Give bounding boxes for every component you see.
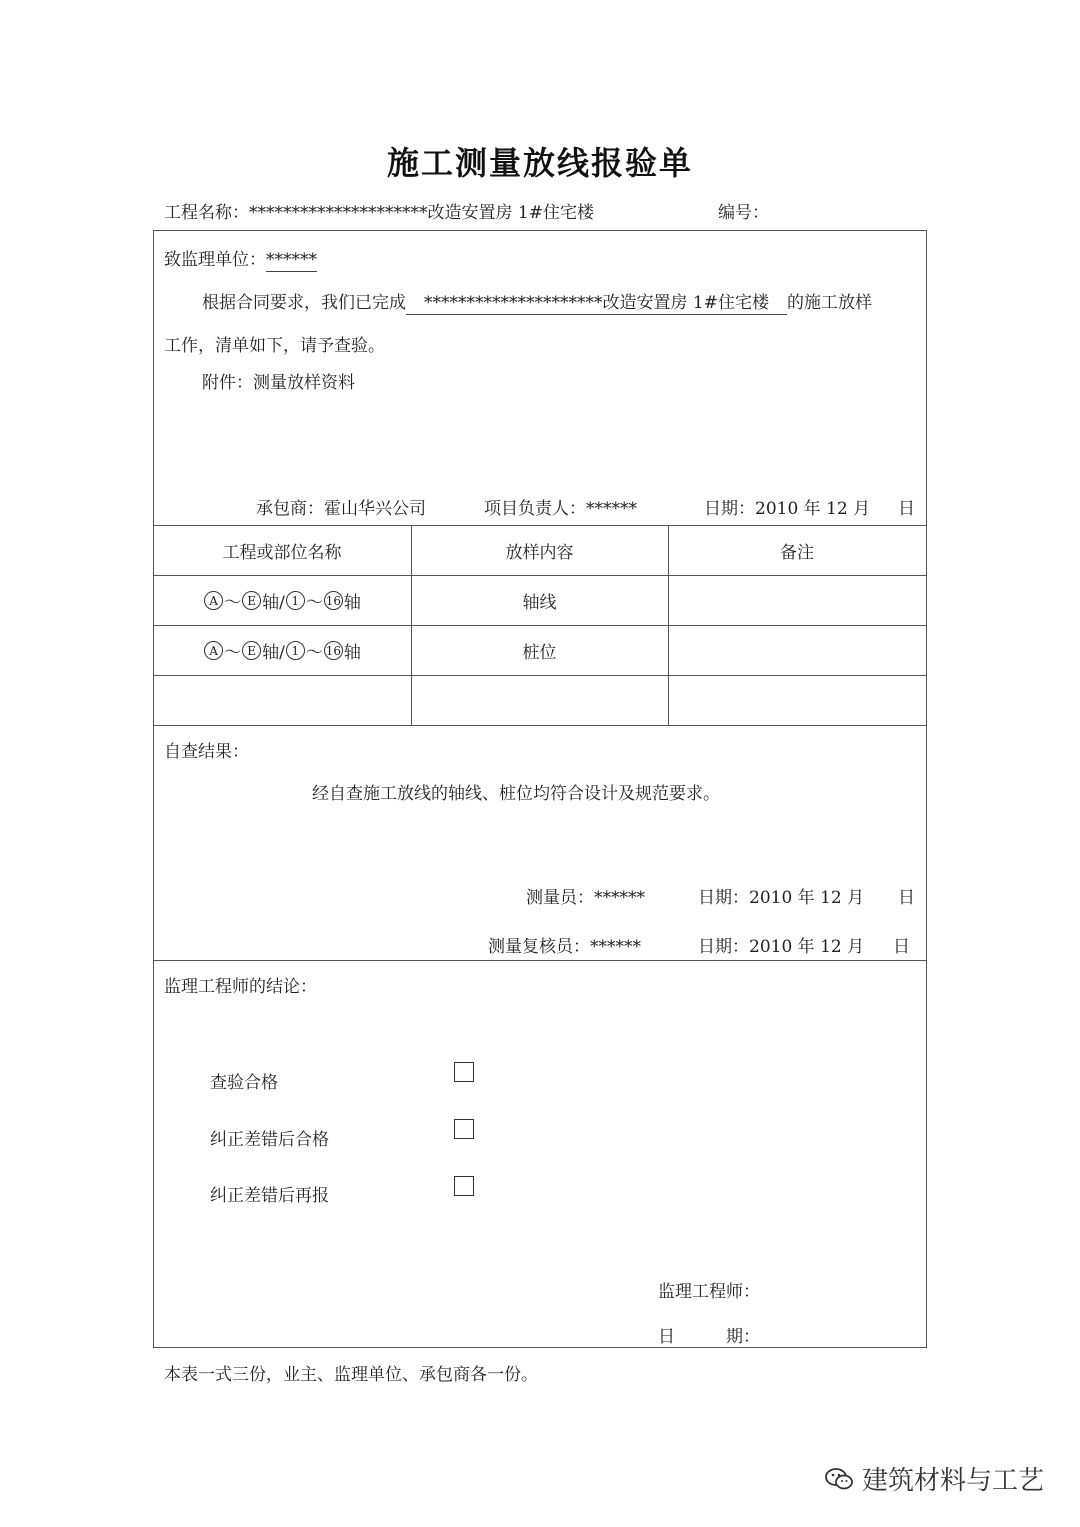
- reviewer-day: 日: [893, 937, 910, 957]
- self-check-result: 经自查施工放线的轴线、桩位均符合设计及规范要求。: [312, 784, 720, 804]
- table-bottom: [153, 725, 927, 726]
- page-title: 施工测量放线报验单: [386, 144, 693, 182]
- table-cell-note: [668, 626, 926, 675]
- frame-top: [153, 230, 927, 231]
- tilde: ～: [224, 643, 242, 663]
- day-1: 日: [898, 499, 915, 519]
- axis-a-circle: A: [204, 591, 223, 610]
- axis-16-circle: 16: [324, 591, 343, 610]
- table-header-note: 备注: [780, 543, 814, 563]
- watermark-text: 建筑材料与工艺: [861, 1466, 1044, 1496]
- option-resubmit-label: 纠正差错后再报: [210, 1186, 329, 1206]
- table-header-content: 放样内容: [505, 543, 574, 563]
- table-row: [153, 626, 411, 675]
- table-cell-content: 桩位: [522, 643, 557, 663]
- reviewer-date: 日期：2010 年 12 月: [698, 937, 865, 957]
- axis-1-circle: 1: [286, 591, 305, 610]
- frame-right: [926, 230, 927, 1348]
- table-row: [153, 576, 411, 625]
- date-1: 日期：2010 年 12 月: [704, 499, 871, 519]
- to-value: ******: [266, 250, 317, 272]
- project-label: 工程名称：: [164, 203, 249, 223]
- para-prefix: 根据合同要求，我们已完成: [202, 293, 406, 313]
- project-name: *********************改造安置房 1#住宅楼: [249, 203, 594, 223]
- option-resubmit-checkbox[interactable]: [454, 1176, 474, 1196]
- axis-e-circle: E: [242, 641, 261, 660]
- watermark: [824, 1460, 1044, 1497]
- to-supervisor-line: [164, 245, 317, 272]
- option-pass-label: 查验合格: [210, 1073, 278, 1093]
- table-cell-content: 轴线: [522, 593, 557, 613]
- project-manager: 项目负责人：******: [484, 499, 637, 519]
- axis-16-circle: 16: [324, 641, 343, 660]
- table-header-location: 工程或部位名称: [222, 543, 342, 563]
- frame-bottom: [153, 1347, 927, 1348]
- option-pass-checkbox[interactable]: [454, 1062, 474, 1082]
- para-suffix: 的施工放样: [786, 293, 872, 313]
- section-divider: [153, 960, 927, 961]
- request-paragraph: [202, 288, 872, 315]
- para-line2: 工作，清单如下，请予查验。: [164, 336, 385, 356]
- tilde: ～: [224, 593, 242, 613]
- wechat-icon: [824, 1466, 854, 1492]
- attachment: 附件：测量放样资料: [202, 373, 355, 393]
- axis-label: 轴/: [262, 643, 285, 663]
- self-check-label: 自查结果：: [164, 742, 249, 762]
- axis-1-circle: 1: [286, 641, 305, 660]
- table-cell-note: [668, 576, 926, 625]
- to-label: 致监理单位：: [164, 250, 266, 270]
- reviewer: 测量复核员：******: [488, 937, 641, 957]
- option-pass-after-correction-checkbox[interactable]: [454, 1119, 474, 1139]
- engineer-date-label: 日 期：: [658, 1327, 760, 1347]
- axis-label: 轴/: [262, 593, 285, 613]
- tilde: ～: [305, 593, 323, 613]
- contractor: 承包商：霍山华兴公司: [256, 499, 426, 519]
- axis-suffix: 轴: [343, 593, 361, 613]
- engineer-conclusion-label: 监理工程师的结论：: [164, 977, 317, 997]
- footer-note: 本表一式三份，业主、监理单位、承包商各一份。: [164, 1365, 538, 1385]
- surveyor: 测量员：******: [526, 888, 645, 908]
- tilde: ～: [305, 643, 323, 663]
- number-label: 编号：: [718, 203, 769, 223]
- engineer-signature-label: 监理工程师：: [658, 1282, 760, 1302]
- project-name-line: [164, 198, 594, 223]
- surveyor-date: 日期：2010 年 12 月: [698, 888, 865, 908]
- frame-left: [153, 230, 154, 1348]
- para-project: *********************改造安置房 1#住宅楼: [406, 293, 787, 315]
- axis-suffix: 轴: [343, 643, 361, 663]
- axis-e-circle: E: [242, 591, 261, 610]
- axis-a-circle: A: [204, 641, 223, 660]
- surveyor-day: 日: [898, 888, 915, 908]
- option-pass-after-correction-label: 纠正差错后合格: [210, 1130, 329, 1150]
- table-row-line-3: [153, 675, 927, 676]
